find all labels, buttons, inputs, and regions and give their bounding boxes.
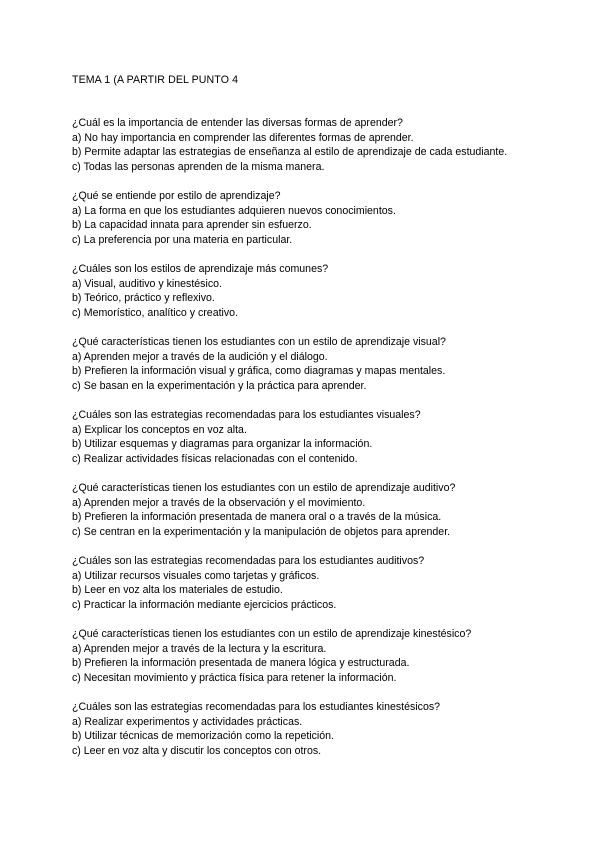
option-c: c) Leer en voz alta y discutir los conceptos con otros.	[72, 744, 322, 757]
question-block-4	[72, 335, 532, 393]
question-text: ¿Qué características tienen los estudiantes con un estilo de aprendizaje auditivo?	[72, 482, 456, 494]
option-b: b) Prefieren la información presentada de manera oral o a través de la música.	[72, 511, 442, 523]
question-block-7	[72, 554, 532, 612]
option-b: b) Utilizar técnicas de memorización como la repetición.	[72, 730, 335, 742]
question-text: ¿Cuál es la importancia de entender las diversas formas de aprender?	[72, 117, 403, 129]
option-a: a) La forma en que los estudiantes adquieren nuevos conocimientos.	[72, 204, 396, 217]
question-text: ¿Cuáles son las estrategias recomendadas para los estudiantes visuales?	[72, 409, 421, 421]
option-b: b) Teórico, práctico y reflexivo.	[72, 292, 215, 304]
question-block-1	[72, 116, 532, 174]
question-block-6	[72, 481, 532, 539]
option-a: a) No hay importancia en comprender las diferentes formas de aprender.	[72, 131, 414, 144]
option-b: b) Prefieren la información visual y gráfica, como diagramas y mapas mentales.	[72, 365, 446, 377]
option-a: a) Visual, auditivo y kinestésico.	[72, 277, 222, 290]
question-block-8	[72, 627, 532, 685]
question-text: ¿Cuáles son las estrategias recomendadas para los estudiantes auditivos?	[72, 555, 425, 567]
option-c: c) Necesitan movimiento y práctica física para retener la información.	[72, 671, 397, 684]
document-title: TEMA 1 (A PARTIR DEL PUNTO 4	[72, 74, 239, 86]
question-text: ¿Qué características tienen los estudiantes con un estilo de aprendizaje kinestésico?	[72, 628, 472, 640]
option-a: a) Aprenden mejor a través de la lectura y la escritura.	[72, 642, 327, 655]
option-c: c) Todas las personas aprenden de la misma manera.	[72, 160, 325, 173]
option-b: b) Permite adaptar las estrategias de enseñanza al estilo de aprendizaje de cada estudiante.	[72, 146, 508, 158]
option-b: b) Leer en voz alta los materiales de estudio.	[72, 584, 283, 596]
option-a: a) Explicar los conceptos en voz alta.	[72, 423, 247, 436]
option-c: c) Se basan en la experimentación y la práctica para aprender.	[72, 379, 367, 392]
option-b: b) Utilizar esquemas y diagramas para organizar la información.	[72, 438, 373, 450]
question-text: ¿Cuáles son las estrategias recomendadas para los estudiantes kinestésicos?	[72, 701, 441, 713]
option-a: a) Aprenden mejor a través de la observación y el movimiento.	[72, 496, 366, 509]
option-c: c) Realizar actividades físicas relacionadas con el contenido.	[72, 452, 358, 465]
option-a: a) Utilizar recursos visuales como tarjetas y gráficos.	[72, 569, 320, 582]
question-text: ¿Qué características tienen los estudiantes con un estilo de aprendizaje visual?	[72, 336, 446, 348]
question-block-3	[72, 262, 532, 320]
question-list	[72, 116, 532, 773]
option-c: c) Practicar la información mediante ejercicios prácticos.	[72, 598, 337, 611]
question-block-5	[72, 408, 532, 466]
option-a: a) Aprenden mejor a través de la audición y el diálogo.	[72, 350, 328, 363]
option-c: c) Se centran en la experimentación y la manipulación de objetos para aprender.	[72, 525, 451, 538]
option-c: c) La preferencia por una materia en particular.	[72, 233, 293, 246]
option-b: b) La capacidad innata para aprender sin esfuerzo.	[72, 219, 312, 231]
option-c: c) Memorístico, analítico y creativo.	[72, 306, 239, 319]
question-block-2	[72, 189, 532, 247]
question-text: ¿Cuáles son los estilos de aprendizaje más comunes?	[72, 263, 329, 275]
option-b: b) Prefieren la información presentada de manera lógica y estructurada.	[72, 657, 410, 669]
question-text: ¿Qué se entiende por estilo de aprendizaje?	[72, 190, 281, 202]
question-block-9	[72, 700, 532, 758]
option-a: a) Realizar experimentos y actividades prácticas.	[72, 715, 303, 728]
